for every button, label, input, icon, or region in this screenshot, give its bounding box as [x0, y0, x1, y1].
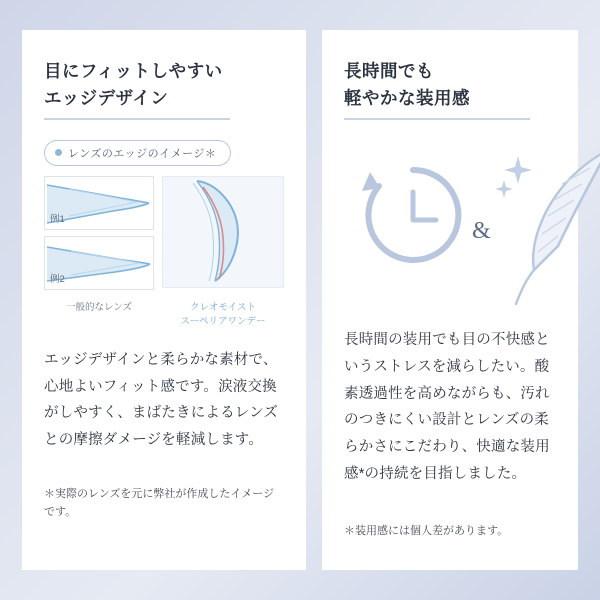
lens-example-1 [44, 176, 154, 230]
right-heading-underline [344, 118, 530, 120]
badge-dot-icon [55, 149, 62, 156]
left-heading [44, 58, 284, 112]
lens-example-1-label: 例1 [50, 214, 65, 226]
left-heading-line1: 目にフィットしやすい [44, 61, 223, 81]
cleo-lens-edge-panel [162, 176, 284, 288]
lens-examples-column [44, 176, 154, 296]
lens-comparison [44, 176, 284, 296]
caption-cleo-line2: スーペリアワンデー [180, 316, 266, 328]
card-edge-design [22, 30, 306, 570]
comfort-illustration [344, 134, 556, 312]
cleo-lens-edge-diagram-icon [163, 177, 283, 287]
right-heading [344, 58, 556, 112]
right-note: ＊装用感には個人差があります。 [344, 525, 509, 538]
caption-cleo-line1: クレオモイスト [189, 302, 257, 314]
caption-general-lens: 一般的なレンズ [66, 302, 132, 314]
caption-cleo-lens [162, 301, 284, 329]
lens-example-2 [44, 236, 154, 290]
right-body-text: 長時間の装用でも目の不快感というストレスを減らしたい。酸素透過性を高めながらも、汚れのつきにくい設計とレンズの柔らかさにこだわり、快適な装用感*の持続を目指しました。 [344, 331, 550, 482]
right-heading-line2: 軽やかな装用感 [344, 88, 470, 109]
lens-edge-badge [44, 140, 231, 166]
ampersand-symbol: & [472, 218, 491, 245]
lens-captions [44, 301, 284, 329]
feather-icon [504, 142, 600, 322]
left-body-text: エッジデザインと柔らかな素材で、心地よいフィット感です。涙液交換がしやすく、まばたきによるレンズとの摩擦ダメージを軽減します。 [44, 351, 279, 449]
badge-label: レンズのエッジのイメージ＊ [68, 148, 217, 161]
left-heading-underline [44, 118, 230, 120]
right-heading-line1: 長時間でも [344, 61, 434, 81]
card-comfort [322, 30, 578, 570]
left-heading-line2: エッジデザイン [44, 88, 169, 109]
left-note: ＊実際のレンズを元に弊社が作成したイメージです。 [44, 487, 275, 519]
lens-example-2-label: 例2 [50, 274, 65, 286]
clock-icon [358, 162, 468, 272]
